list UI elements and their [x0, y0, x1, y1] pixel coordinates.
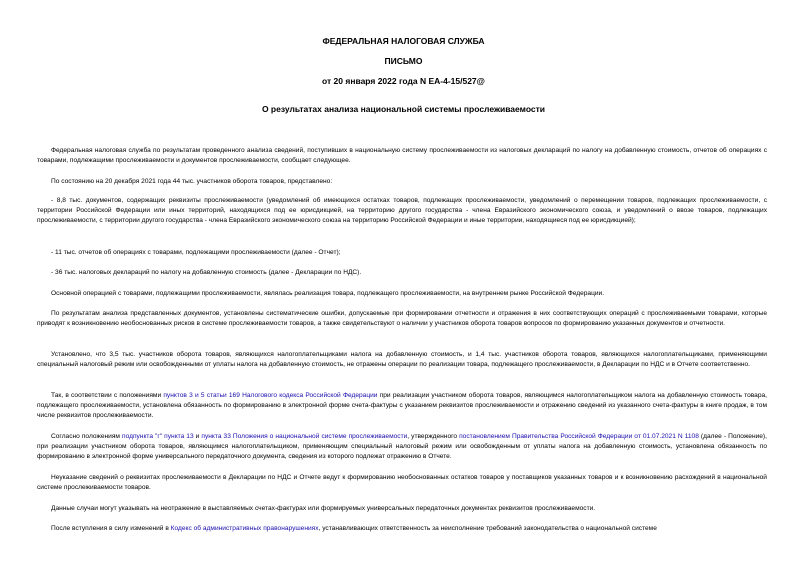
tax-code-article-169-link[interactable]: пунктов 3 и 5 статьи 169 Налогового кодекса Российской Федерации: [163, 392, 378, 399]
p9-text-b: при реализации участником оборота товаров, являющимся налогоплательщиком налога на добавленную стоимость товара, подлежащего прослеживаемости, установлена обязанность по формированию в электронной форме счета-фактуры с указанием реквизитов прослеживаемости и отражению сведений из указанного счета-фактуры в книге продаж, в том числе реквизитов прослеживаемости.: [37, 392, 768, 419]
administrative-code-link[interactable]: Кодекс об административных правонарушениях: [170, 525, 319, 532]
p9-text-a: Так, в соответствии с положениями: [51, 392, 164, 399]
p10-text-c: , утвержденного: [407, 433, 460, 440]
paragraph-regulation-provisions: [37, 432, 767, 462]
p10-text-d: (далее - Положение), при реализации участником оборота товаров, являющимся налогоплательщиком, применяющим специальный налоговый режим или освобожденным от уплаты налога на добавленную стоимость, установлена обязанность по формированию в электронной форме универсального передаточного документа, сведения из которого подлежат отражению в Отчете.: [37, 433, 767, 460]
paragraph-tax-code-provisions: [37, 391, 767, 421]
paragraph-intro: Федеральная налоговая служба по результатам проведенного анализа сведений, поступивших в национальную систему прослеживаемости из налоговых деклараций по налогу на добавленную стоимость, отчетов об операциях с товарами, подлежащими прослеживаемости и документов прослеживаемости, сообщает следующее.: [37, 147, 767, 164]
p10-text-b: и: [193, 433, 202, 440]
document-type: ПИСЬМО: [384, 56, 423, 66]
paragraph-declarations-count: - 36 тыс. налоговых деклараций по налогу на добавленную стоимость (далее - Декларации по НДС).: [51, 269, 362, 276]
paragraph-consequences: Неуказание сведений о реквизитах прослеживаемости в Декларации по НДС и Отчете ведут к формированию необоснованных остатков товаров у поставщиков указанных товаров и к возникновению расхождений в национальной системе прослеживаемости товаров.: [37, 474, 767, 491]
paragraph-analysis-results: По результатам анализа представленных документов, установлены систематические ошибки, допускаемые при формировании отчетности и отражения в них соответствующих операций с прослеживаемыми товарами, которые приводят к возникновению необоснованных рисков в системе прослеживаемости товаров, а также свидетельствуют о наличии у участников оборота товаров вопросов по формированию указанных документов и отчетности.: [37, 310, 767, 327]
traceability-regulation-link[interactable]: пункта 33 Положения о национальной системе прослеживаемости: [201, 433, 408, 440]
agency-title: ФЕДЕРАЛЬНАЯ НАЛОГОВАЯ СЛУЖБА: [322, 36, 485, 46]
subparagraph-g-link[interactable]: подпункта "г" пункта 13: [122, 433, 194, 440]
paragraph-liability: [37, 524, 767, 534]
document-subject: О результатах анализа национальной системы прослеживаемости: [261, 104, 546, 114]
p10-text-a: Согласно положениям: [51, 433, 122, 440]
paragraph-reports-count: - 11 тыс. отчетов об операциях с товарами, подлежащими прослеживаемости (далее - Отчет);: [51, 249, 341, 256]
p13-text-a: После вступления в силу изменений в: [51, 525, 171, 532]
paragraph-main-operation: Основной операцией с товарами, подлежащими прослеживаемости, являлась реализация товара, подлежащего прослеживаемости, на внутреннем рынке Российской Федерации.: [51, 290, 605, 297]
paragraph-possible-causes: Данные случаи могут указывать на неотражение в выставляемых счетах-фактурах или формируемых универсальных передаточных документах реквизитов прослеживаемости.: [51, 505, 596, 512]
document-date-number: от 20 января 2022 года N ЕА-4-15/527@: [322, 76, 485, 86]
p13-text-b: , устанавливающих ответственность за неисполнение требований законодательства о национальной системе: [318, 525, 657, 532]
paragraph-findings: Установлено, что 3,5 тыс. участников оборота товаров, являющихся налогоплательщиками налога на добавленную стоимость, и 1,4 тыс. участников оборота товаров, являющихся налогоплательщиками, применяющими специальный налоговый режим или освобожденными от уплаты налога на добавленную стоимость, не отражены операции по реализации товара, подлежащего прослеживаемости, в Декларации по НДС и в Отчете соответственно.: [37, 351, 767, 368]
paragraph-status-date: По состоянию на 20 декабря 2021 года 44 тыс. участников оборота товаров, представлено:: [51, 178, 333, 185]
government-decree-link[interactable]: постановлением Правительства Российской Федерации от 01.07.2021 N 1108: [459, 433, 699, 440]
paragraph-documents-count: - 8,8 тыс. документов, содержащих реквизиты прослеживаемости (уведомлений об имеющихся остатках товаров, подлежащих прослеживаемости, уведомлений о перемещении товаров, подлежащих прослеживаемости, с территории Российской Федерации или иных территорий, находящихся под ее юрисдикцией, на территорию другого государства - члена Евразийского экономического союза, и уведомлений о ввозе товаров, подлежащих прослеживаемости, с территории другого государства - члена Евразийского экономического союза на территорию Российской Федерации и иные территории, находящиеся под ее юрисдикцией);: [37, 197, 767, 224]
